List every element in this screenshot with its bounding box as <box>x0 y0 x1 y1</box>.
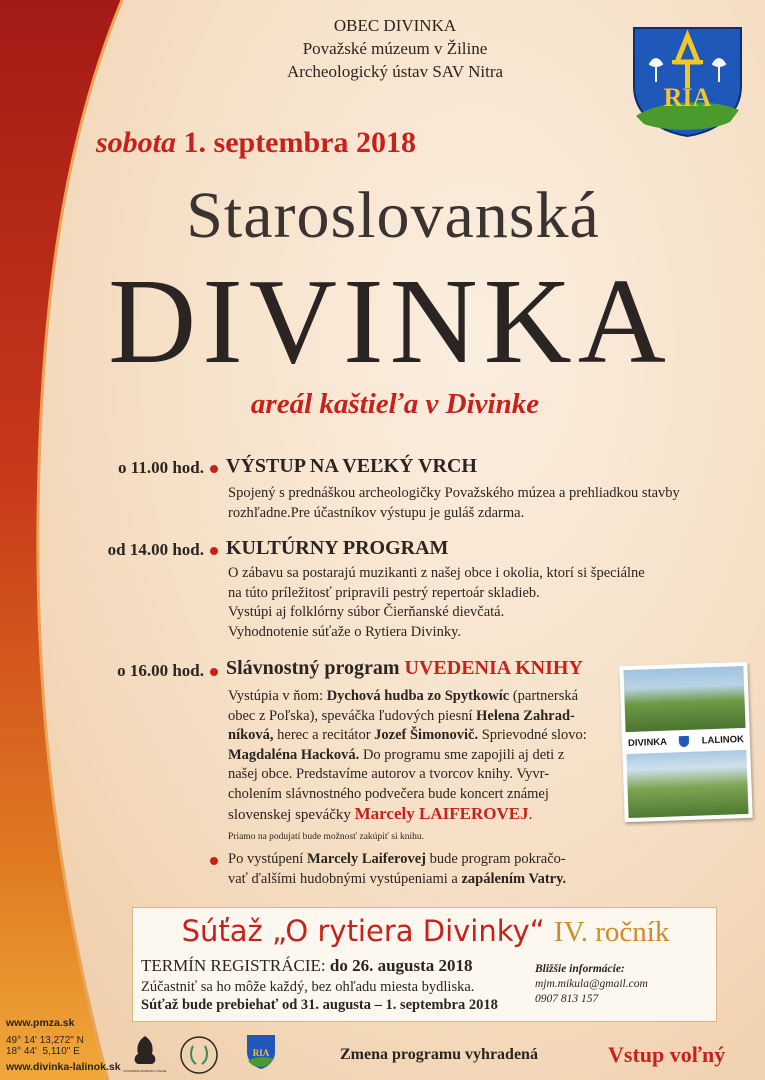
after-program: Po vystúpení Marcely Laiferovej bude program pokračo- vať ďalšími hudobnými vystúpeniami a zapálením Vatry. <box>228 851 567 887</box>
bullet-4 <box>210 857 218 865</box>
desc-2-line: O zábavu sa postarajú muzikanti z našej obce i okolia, ktorí si špeciálne <box>228 565 645 581</box>
registration-term: TERMÍN REGISTRÁCIE: do 26. augusta 2018 <box>141 956 473 975</box>
contest-box <box>132 907 717 1022</box>
organizer-1: OBEC DIVINKA <box>333 16 457 35</box>
organizer-3: Archeologický ústav SAV Nitra <box>286 62 504 81</box>
gps-coordinates: 49° 14' 13,272" N 18° 44' 5,110" E <box>6 1035 84 1057</box>
contest-title <box>133 914 718 949</box>
desc-2-line: Vystúpi aj folklórny súbor Čierňanské dievčatá. <box>228 604 505 620</box>
free-entry: Vstup voľný <box>608 1042 726 1067</box>
desc-1 <box>228 484 680 523</box>
desc-2-line: na túto príležitosť pripravili pestrý repertoár skladieb. <box>228 584 540 601</box>
event-date <box>96 126 516 160</box>
contest-contact <box>535 962 648 1007</box>
desc-3: Vystúpia v ňom: Dychová hudba zo Spytkowíc (partnerská obec z Poľska), speváčka ľudových piesní Helena Zahrad- níková, herec a recitátor Jozef Šimonovič. Sprievodné slovo: Magdaléna Hacková. Do programu sme zapojili aj deti z našej obce. Predstavíme autorov a tvorcov knihy. Vyvr- cholením slávnostného podvečera bude koncert známej slovenskej speváčky Marcely LAIFEROVEJ. <box>228 688 587 823</box>
svg-text:POVAŽSKÉ MÚZEUM V ŽILINE: POVAŽSKÉ MÚZEUM V ŽILINE <box>123 1069 167 1073</box>
village-crest-small-icon <box>246 1034 276 1070</box>
heading-3-plain: Slávnostný program <box>226 657 400 679</box>
contact-phone: 0907 813 157 <box>535 993 599 1005</box>
date-day: sobota <box>96 126 177 159</box>
desc-2 <box>228 564 645 642</box>
contest-year: IV. ročník <box>553 916 670 948</box>
book-band <box>626 730 747 752</box>
heading-1: VÝSTUP NA VEĽKÝ VRCH <box>226 455 477 477</box>
crest-letters: RIA <box>663 83 712 112</box>
museum-logo-icon <box>123 1034 167 1076</box>
website-pmza: www.pmza.sk <box>6 1017 75 1029</box>
archaeology-institute-logo-icon <box>178 1034 220 1076</box>
website-divinka: www.divinka-lalinok.sk <box>6 1061 121 1073</box>
heading-3 <box>226 657 583 680</box>
crest-mini-icon <box>679 735 689 746</box>
title-line1: Staroslovanská <box>186 179 600 252</box>
book-cover-image <box>619 662 752 822</box>
contest-line2: Zúčastniť sa ho môže každý, bez ohľadu miesta bydliska. <box>141 979 475 995</box>
title-line2: DIVINKA <box>108 254 672 389</box>
organizer-2: Považské múzeum v Žiline <box>302 39 488 58</box>
contest-title-text: Súťaž „O rytiera Divinky“ <box>181 914 545 948</box>
desc-1-line: rozhľadne.Pre účastníkov výstupu je guláš zdarma. <box>228 504 525 521</box>
book-label-right: LALINOK <box>701 733 745 746</box>
venue: areál kaštieľa v Divinke <box>250 388 540 420</box>
bullet-3 <box>210 668 218 676</box>
time-3: o 16.00 hod. <box>117 661 204 680</box>
bullet-2 <box>210 547 218 555</box>
program-change-note: Zmena programu vyhradená <box>340 1046 538 1063</box>
contest-line3: Súťaž bude prebiehať od 31. augusta – 1. septembra 2018 <box>141 997 498 1013</box>
heading-3-red: UVEDENIA KNIHY <box>404 657 583 679</box>
book-label-left: DIVINKA <box>627 736 668 749</box>
heading-2: KULTÚRNY PROGRAM <box>226 537 449 559</box>
bullet-1 <box>210 465 218 473</box>
organizers <box>230 14 560 83</box>
desc-2-line: Vyhodnotenie súťaže o Rytiera Divinky. <box>228 623 461 640</box>
contact-email: mjm.mikula@gmail.com <box>535 978 648 990</box>
desc-1-line: Spojený s prednáškou archeologičky Považského múzea a prehliadkou stavby <box>228 485 680 501</box>
village-crest-icon <box>630 24 745 139</box>
landscape-photo-2 <box>626 750 748 818</box>
svg-text:RIA: RIA <box>252 1048 270 1058</box>
landscape-photo-1 <box>623 666 745 732</box>
time-1: o 11.00 hod. <box>118 458 204 477</box>
book-note: Priamo na podujatí bude možnosť zakúpiť si knihu. <box>228 832 424 842</box>
contact-label: Bližšie informácie: <box>535 963 625 975</box>
date-rest: 1. septembra 2018 <box>183 126 416 159</box>
time-2: od 14.00 hod. <box>107 540 204 559</box>
